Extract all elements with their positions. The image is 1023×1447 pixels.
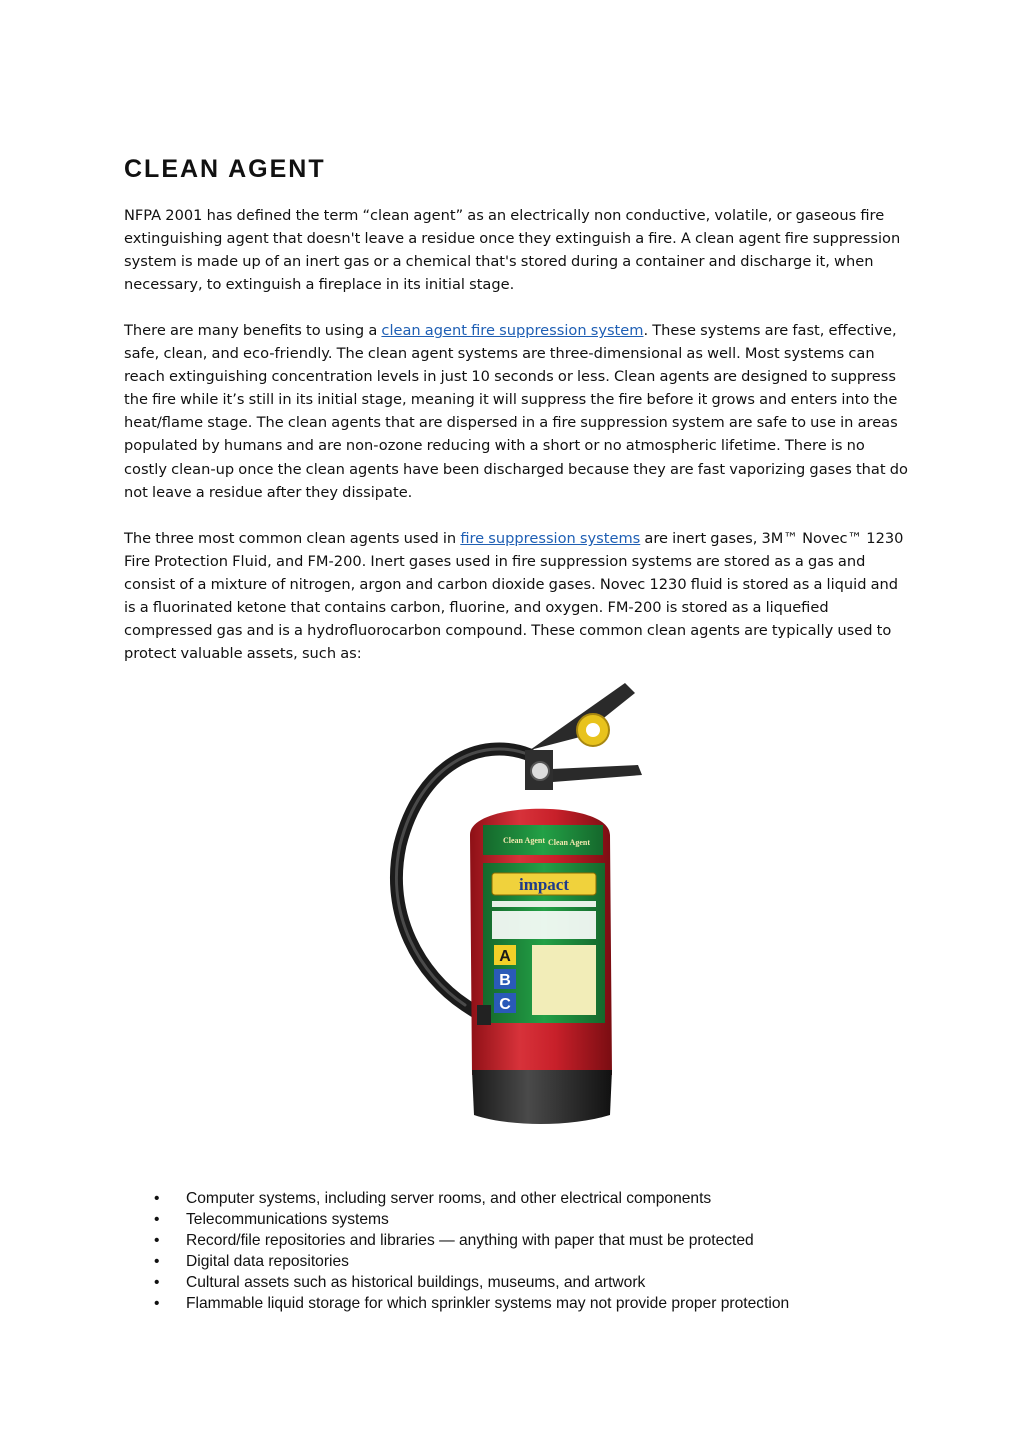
bullet: •: [154, 1232, 160, 1249]
bullet: •: [154, 1274, 160, 1291]
svg-text:C: C: [499, 996, 511, 1013]
list-item: [150, 1272, 970, 1293]
band-text-1: Clean Agent: [503, 836, 545, 845]
band-text-2: Clean Agent: [548, 838, 590, 847]
page-title: CLEAN AGENT: [124, 155, 326, 183]
base: [472, 1070, 612, 1124]
list-item-text: Digital data repositories: [186, 1253, 349, 1270]
fire-extinguisher-illustration: [380, 675, 650, 1135]
agents-paragraph: [124, 527, 909, 666]
list-item: [150, 1188, 970, 1209]
agents-text-before: The three most common clean agents used in: [124, 530, 461, 547]
list-item-text: Record/file repositories and libraries — anything with paper that must be protected: [186, 1232, 754, 1249]
list-item: [150, 1230, 970, 1251]
benefits-paragraph: [124, 319, 909, 504]
svg-text:B: B: [499, 972, 511, 989]
brand-name: impact: [518, 875, 570, 894]
bullet: •: [154, 1190, 160, 1207]
svg-text:A: A: [499, 948, 511, 965]
list-item-text: Flammable liquid storage for which sprinkler systems may not provide proper protection: [186, 1295, 790, 1312]
list-item: [150, 1293, 970, 1314]
list-item-text: Cultural assets such as historical buildings, museums, and artwork: [186, 1274, 646, 1291]
clean-agent-system-link[interactable]: clean agent fire suppression system: [381, 322, 644, 339]
fire-extinguisher-image: [380, 675, 650, 1135]
agents-text-after: are inert gases, 3M™ Novec™ 1230 Fire Protection Fluid, and FM-200. Inert gases used in fire suppression systems are stored as a gas and consist of a mixture of nitrogen, argon and carbon dioxide gases. Novec 1230 fluid is stored as a liquid and is a fluorinated ketone that contains carbon, fluorine, and oxygen. FM-200 is stored as a liquefied compressed gas and is a hydrofluorocarbon compound. These common clean agents are typically used to protect valuable assets, such as:: [124, 530, 904, 663]
pressure-gauge: [531, 762, 549, 780]
bullet: •: [154, 1295, 160, 1312]
list-item-text: Computer systems, including server rooms, and other electrical components: [186, 1190, 712, 1207]
list-item: [150, 1251, 970, 1272]
benefits-text-after: . These systems are fast, effective, safe, clean, and eco-friendly. The clean agent systems are three-dimensional as well. Most systems can reach extinguishing concentration levels in just 10 seconds or less. Clean agents are designed to suppress the fire while it’s still in its initial stage, meaning it will suppress the fire before it grows and enters into the heat/flame stage. The clean agents that are dispersed in a fire suppression system are safe to use in areas populated by humans and are non-ozone reducing with a short or no atmospheric lifetime. There is no costly clean-up once the clean agents have been discharged because they are fast vaporizing gases that do not leave a residue after they dissipate.: [124, 322, 908, 501]
list-item-text: Telecommunications systems: [186, 1211, 389, 1228]
fire-suppression-systems-link[interactable]: fire suppression systems: [460, 530, 641, 547]
list-item: [150, 1209, 970, 1230]
benefits-text-before: There are many benefits to using a: [124, 322, 382, 339]
bullet: •: [154, 1211, 160, 1228]
bullet: •: [154, 1253, 160, 1270]
assets-list: [150, 1188, 970, 1314]
intro-paragraph: NFPA 2001 has defined the term “clean agent” as an electrically non conductive, volatile, or gaseous fire extinguishing agent that doesn't leave a residue once they extinguish a fire. A clean agent fire suppression system is made up of an inert gas or a chemical that's stored during a container and discharge it, when necessary, to extinguish a fireplace in its initial stage.: [124, 207, 901, 294]
